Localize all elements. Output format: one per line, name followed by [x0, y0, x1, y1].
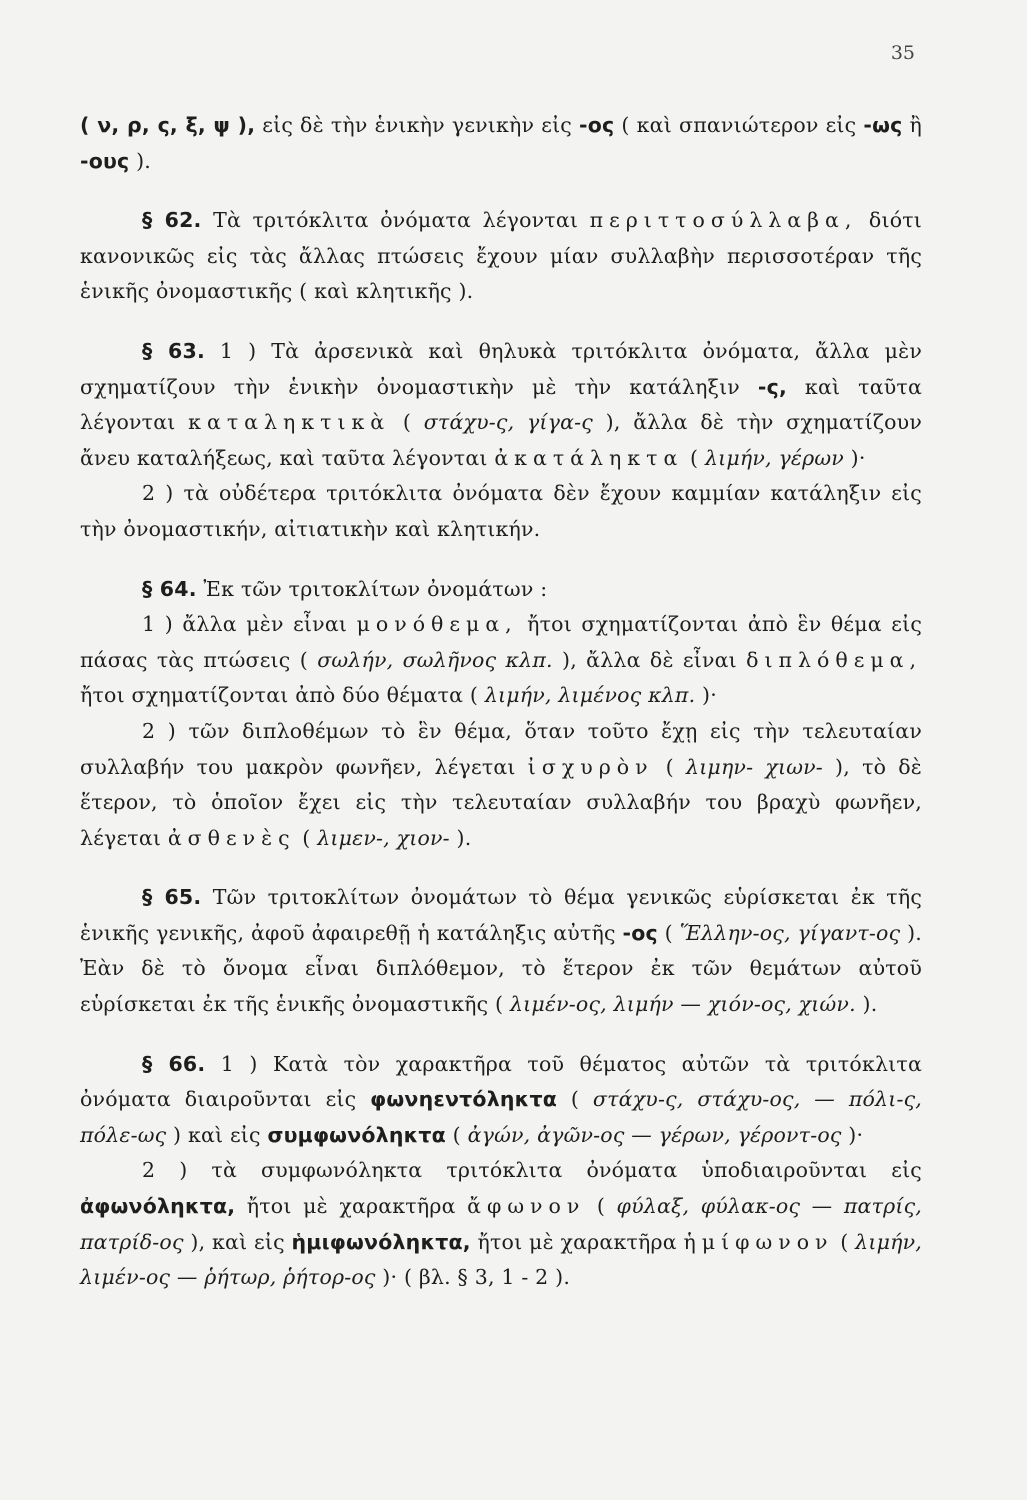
- text-segment: -ως: [863, 113, 903, 137]
- text-segment: ἤτοι μὲ χαρακτῆρα: [470, 1229, 684, 1254]
- text-segment: Ἕλλην-ος, γίγαντ-ος: [679, 920, 901, 945]
- text-segment: )·: [843, 445, 866, 470]
- text-segment: ).: [855, 992, 878, 1017]
- text-segment: ), ἄλλα δὲ εἶναι: [552, 647, 747, 672]
- text-segment: διπλόθεμα,: [746, 647, 923, 672]
- paragraph-p-64-1: [80, 607, 922, 714]
- page-body-text: [80, 108, 922, 1296]
- text-segment: ) καὶ εἰς: [166, 1122, 268, 1147]
- text-segment: 1 ) ἄλλα μὲν εἶναι: [142, 612, 357, 637]
- paragraph-p-63-2: [80, 476, 922, 547]
- text-segment: Τὰ τριτόκλιτα ὀνόματα λέγονται: [201, 208, 590, 233]
- text-segment: ἤτοι σχηματίζονται ἀπὸ ἓν θέμα εἰς πάσας τὰς πτώσεις (: [80, 612, 922, 672]
- text-segment: περιττοσύλλαβα,: [589, 208, 858, 233]
- text-segment: συμφωνόληκτα: [267, 1122, 446, 1147]
- text-segment: ἀσθενὲς: [167, 825, 296, 850]
- text-segment: )· ( βλ. § 3, 1 - 2 ).: [375, 1265, 571, 1290]
- text-segment: (: [557, 1087, 593, 1112]
- text-segment: ἀκατάληκτα: [494, 445, 684, 470]
- text-segment: 2 ) τὰ οὐδέτερα τριτόκλιτα ὀνόματα δὲν ἔχουν καμμίαν κατάληξιν εἰς τὴν ὀνομαστικήν, αἰτιατικὴν καὶ κλητικήν.: [80, 481, 922, 541]
- text-segment: 2 ) τῶν διπλοθέμων τὸ ἓν θέμα, ὅταν τοῦτο ἔχῃ εἰς τὴν τελευταίαν συλλαβήν του μακρὸν φωνῆεν, λέγεται: [80, 718, 922, 779]
- text-segment: (: [445, 1122, 468, 1147]
- text-segment: ).: [129, 148, 152, 173]
- text-segment: ). Ἐὰν δὲ τὸ ὄνομα εἶναι διπλόθεμον, τὸ ἕτερον ἐκ τῶν θεμάτων αὐτοῦ εὑρίσκεται ἐκ τῆς ἑνικῆς ὀνομαστικῆς (: [80, 920, 922, 1017]
- text-segment: λιμήν, λιμέν-ος — ῥήτωρ, ῥήτορ-ος: [80, 1229, 922, 1290]
- text-segment: ἡμίφωνον: [683, 1229, 834, 1254]
- text-segment: ἰσχυρὸν: [527, 754, 654, 779]
- text-segment: ἀφωνόληκτα,: [80, 1194, 236, 1219]
- page-number: 35: [890, 42, 915, 64]
- text-segment: εἰς δὲ τὴν ἑνικὴν γενικὴν εἰς: [255, 113, 580, 137]
- text-segment: φωνηεντόληκτα: [370, 1087, 558, 1112]
- text-segment: § 66.: [142, 1051, 206, 1076]
- text-segment: σωλήν, σωλῆνος κλπ.: [317, 647, 553, 672]
- paragraph-p-65: [80, 880, 922, 1022]
- text-segment: στάχυ-ς, στάχυ-ος, — πόλι-ς, πόλε-ως: [80, 1087, 922, 1147]
- text-segment: ), ἄλλα δὲ τὴν σχηματίζουν ἄνευ καταλήξεως, καὶ ταῦτα λέγονται: [80, 410, 922, 470]
- text-segment: ἤτοι μὲ χαρακτῆρα: [235, 1194, 468, 1219]
- text-segment: μονόθεμα,: [356, 612, 518, 637]
- text-segment: ἤτοι σχηματίζονται ἀπὸ δύο θέματα (: [80, 683, 485, 708]
- text-segment: λιμην- χιων-: [686, 754, 823, 779]
- paragraph-p-66-2: [80, 1153, 922, 1295]
- text-segment: καταληκτικὰ: [188, 410, 391, 435]
- text-segment: -ος: [579, 113, 615, 137]
- text-segment: ( ν, ρ, ς, ξ, ψ ),: [80, 113, 256, 137]
- text-segment: λιμήν, γέρων: [704, 445, 844, 470]
- text-segment: ἄφωνον: [467, 1194, 586, 1219]
- text-segment: (: [653, 754, 686, 779]
- text-segment: Ἐκ τῶν τριτοκλίτων ὀνομάτων :: [196, 576, 548, 601]
- text-segment: (: [683, 445, 705, 470]
- text-segment: (: [657, 920, 680, 945]
- text-segment: καὶ ταῦτα λέγονται: [80, 374, 922, 435]
- paragraph-p-64: [80, 572, 922, 608]
- paragraph-p-intro: [80, 108, 922, 179]
- paragraph-p-66-1: [80, 1047, 922, 1154]
- text-segment: 1 ) Κατὰ τὸν χαρακτῆρα τοῦ θέματος αὐτῶν τὰ τριτόκλιτα ὀνόματα διαιροῦνται εἰς: [80, 1051, 922, 1112]
- text-segment: -ους: [80, 148, 130, 173]
- text-segment: § 63.: [142, 338, 205, 363]
- text-segment: ), τὸ δὲ ἕτερον, τὸ ὁποῖον ἔχει εἰς τὴν τελευταίαν συλλαβήν του βραχὺ φωνῆεν, λέγεται: [80, 754, 923, 850]
- text-segment: στάχυ-ς, γίγα-ς: [423, 410, 593, 435]
- paragraph-p-62: [80, 203, 922, 310]
- text-segment: § 65.: [142, 885, 202, 910]
- text-segment: -ς,: [757, 374, 787, 399]
- text-segment: λιμέν-ος, λιμήν — χιόν-ος, χιών.: [509, 992, 856, 1017]
- text-segment: 2 ) τὰ συμφωνόληκτα τριτόκλιτα ὀνόματα ὑποδιαιροῦνται εἰς: [142, 1158, 922, 1183]
- text-segment: 1 ) Τὰ ἀρσενικὰ καὶ θηλυκὰ τριτόκλιτα ὀνόματα, ἄλλα μὲν σχηματίζουν τὴν ἑνικὴν ὀνομαστικὴν μὲ τὴν κατάληξιν: [80, 338, 922, 399]
- paragraph-p-63-1: [80, 334, 922, 476]
- text-segment: (: [585, 1194, 617, 1219]
- text-segment: § 64.: [142, 576, 197, 601]
- text-segment: )·: [841, 1122, 864, 1147]
- text-segment: ἀγών, ἀγῶν-ος — γέρων, γέροντ-ος: [467, 1122, 842, 1147]
- text-segment: ἡμιφωνόληκτα,: [291, 1229, 471, 1254]
- text-segment: λιμήν, λιμένος κλπ.: [484, 683, 696, 708]
- text-segment: φύλαξ, φύλακ-ος — πατρίς, πατρίδ-ος: [80, 1194, 922, 1254]
- paragraph-p-64-2: [80, 714, 922, 856]
- text-segment: ).: [449, 825, 472, 850]
- text-segment: ἢ: [902, 113, 922, 137]
- text-segment: Τῶν τριτοκλίτων ὀνομάτων τὸ θέμα γενικῶς εὑρίσκεται ἐκ τῆς ἑνικῆς γενικῆς, ἀφοῦ ἀφαιρεθῇ ἡ κατάληξις αὐτῆς: [80, 885, 923, 945]
- text-segment: (: [833, 1229, 856, 1254]
- text-segment: λιμεν-, χιον-: [317, 825, 450, 850]
- text-segment: (: [295, 825, 318, 850]
- text-segment: (: [390, 410, 424, 435]
- text-segment: § 62.: [142, 208, 202, 233]
- text-segment: )·: [695, 683, 717, 708]
- text-segment: ( καὶ σπανιώτερον εἰς: [614, 113, 864, 137]
- text-segment: διότι κανονικῶς εἰς τὰς ἄλλας πτώσεις ἔχουν μίαν συλλαβὴν περισσοτέραν τῆς ἑνικῆς ὀνομαστικῆς ( καὶ κλητικῆς ).: [80, 208, 923, 304]
- text-segment: ), καὶ εἰς: [183, 1229, 292, 1254]
- text-segment: -ος: [622, 920, 658, 945]
